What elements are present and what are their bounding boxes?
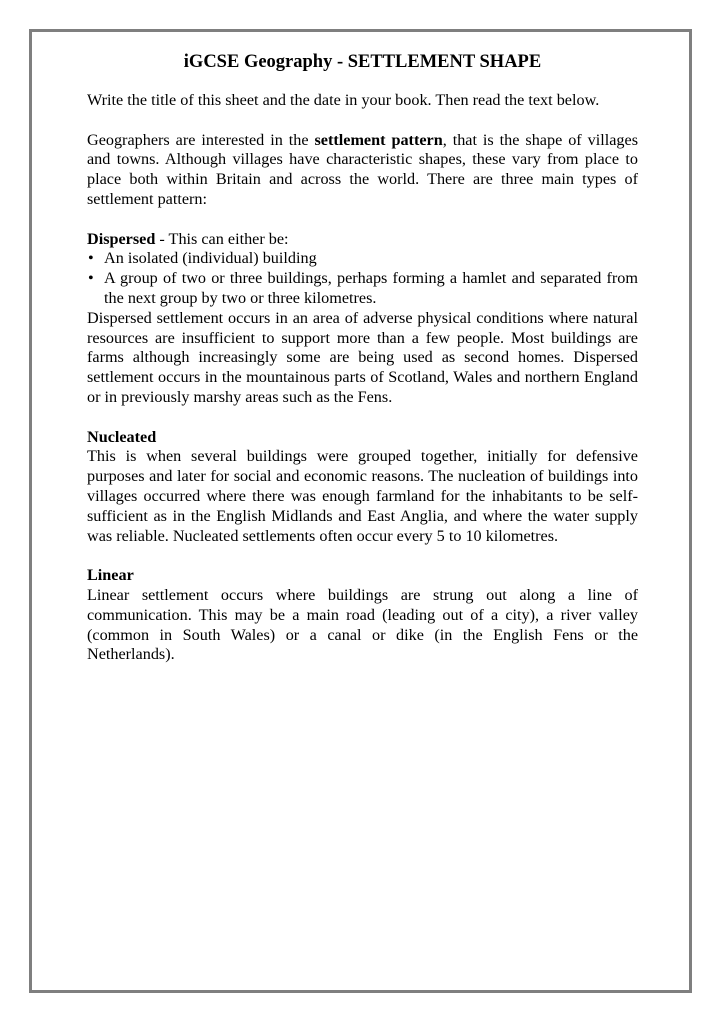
instructions-paragraph: Write the title of this sheet and the date in your book. Then read the text below. — [87, 91, 600, 109]
dispersed-heading-line — [87, 230, 638, 250]
spacer — [87, 546, 638, 566]
dispersed-heading: Dispersed — [87, 229, 156, 248]
spacer — [87, 111, 638, 131]
bullet-text: A group of two or three buildings, perhaps forming a hamlet and separated from the next group by two or three kilometres. — [104, 269, 638, 307]
nucleated-paragraph: This is when several buildings were grouped together, initially for defensive purposes and later for social and economic reasons. The nucleation of buildings into villages occurred where there was enough farmland for the inhabitants to be self-sufficient as in the English Midlands and East Anglia, and where the water supply was reliable. Nucleated settlements often occur every 5 to 10 kilometres. — [87, 447, 638, 545]
linear-heading: Linear — [87, 566, 134, 585]
nucleated-heading-line — [87, 428, 638, 448]
intro-text-end: , that is the shape of villages and towns. Although villages have characteristic shapes, these vary from place to place both within Britain and across the world. There are three main types of settlement pattern: — [87, 130, 638, 208]
list-item — [87, 269, 638, 309]
dispersed-heading-suffix: - This can either be: — [155, 229, 289, 248]
spacer — [87, 408, 638, 428]
dispersed-bullet-list — [87, 249, 638, 308]
bullet-icon: • — [88, 249, 94, 268]
list-item — [87, 249, 638, 269]
spacer — [87, 210, 638, 230]
bullet-icon: • — [88, 269, 94, 288]
bullet-text: An isolated (individual) building — [104, 249, 317, 268]
linear-heading-line — [87, 566, 638, 586]
linear-paragraph: Linear settlement occurs where buildings are strung out along a line of communication. This may be a main road (leading out of a city), a river valley (common in South Wales) or a canal or dike (in the English Fens or the Netherlands). — [87, 585, 638, 664]
nucleated-heading: Nucleated — [87, 427, 157, 446]
worksheet-content — [87, 50, 638, 665]
intro-bold-term: settlement pattern — [314, 130, 443, 149]
page-title: iGCSE Geography - SETTLEMENT SHAPE — [183, 52, 542, 72]
intro-text-start: Geographers are interested in the — [87, 130, 315, 149]
intro-paragraph — [87, 131, 638, 210]
dispersed-paragraph: Dispersed settlement occurs in an area of adverse physical conditions where natural resources are insufficient to support more than a few people. Most buildings are farms although increasingly some are being used as second homes. Dispersed settlement occurs in the mountainous parts of Scotland, Wales and northern England or in previously marshy areas such as the Fens. — [87, 308, 638, 406]
